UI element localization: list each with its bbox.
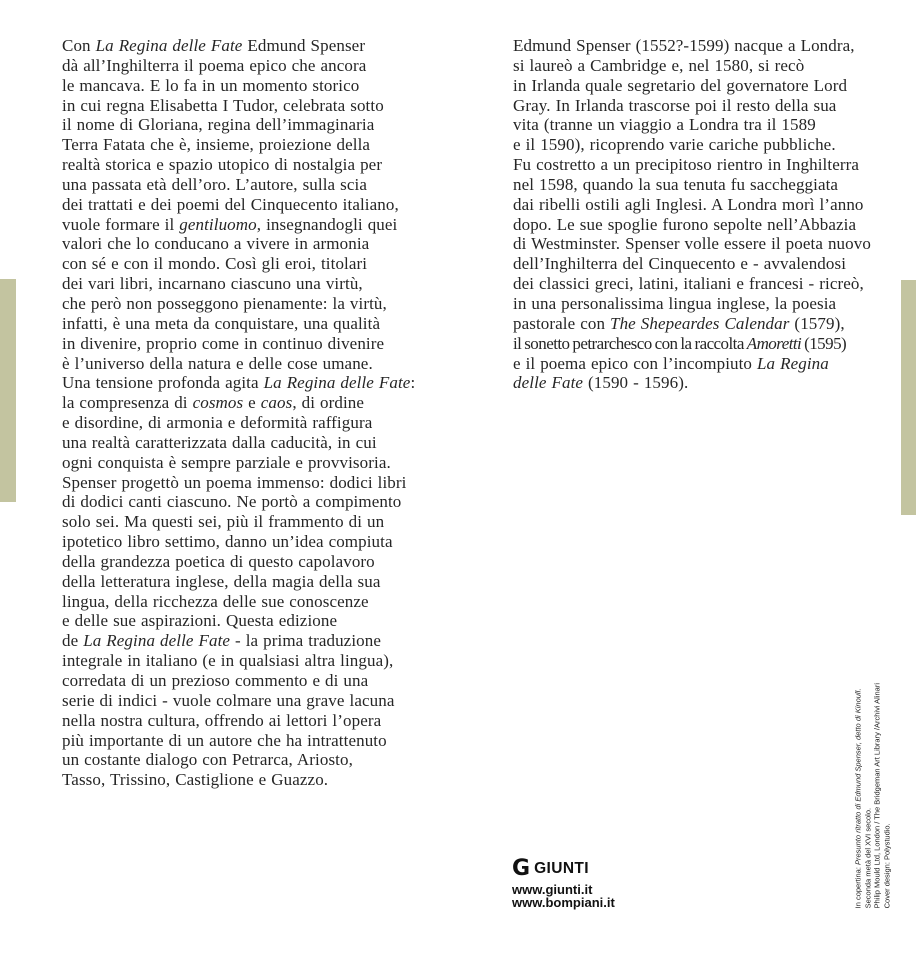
text-line: dopo. Le sue spoglie furono sepolte nell’Abbazia [513,214,857,234]
text-line: il nome di Gloriana, regina dell’immaginaria [62,115,375,135]
text-line: in Irlanda quale segretario del governatore Lord [513,75,848,95]
left-accent-bar [0,279,16,502]
text-line: serie di indici - vuole colmare una grave lacuna [62,690,395,710]
text-line: Gray. In Irlanda trascorse poi il resto della sua [513,95,837,115]
text-line: de La Regina delle Fate - la prima traduzione [62,631,381,651]
text-line: la compresenza di cosmos e caos, di ordine [62,393,365,413]
text-line: solo sei. Ma questi sei, più il frammento di un [62,512,385,532]
text-line: più importante di un autore che ha intrattenuto [62,730,387,750]
text-line: Edmund Spenser (1552?-1599) nacque a Londra, [513,36,855,55]
text-line: con sé e con il mondo. Così gli eroi, titolari [62,254,368,274]
text-line: si laureò a Cambridge e, nel 1580, si recò [513,55,805,75]
text-line: vuole formare il gentiluomo, insegnandogli quei [62,214,398,234]
text-line: Spenser progettò un poema immenso: dodici libri [62,472,407,492]
text-line: nella nostra cultura, offrendo ai lettori l’opera [62,710,382,730]
text-line: dei trattati e dei poemi del Cinquecento italiano, [62,194,399,214]
text-line: e il 1590), ricoprendo varie cariche pubbliche. [513,135,836,155]
text-line: Cover design: Polystudio. [882,823,892,909]
text-line: di Westminster. Spenser volle essere il poeta nuovo [513,234,871,254]
text-line: in una personalissima lingua inglese, la poesia [513,293,837,313]
text-line: dà all’Inghilterra il poema epico che ancora [62,55,367,75]
text-line: in divenire, proprio come in continuo divenire [62,333,385,353]
text-line: e il poema epico con l’incompiuto La Regina [513,353,829,373]
publisher-websites [512,884,615,909]
text-line: infatti, è una meta da conquistare, una qualità [62,313,381,333]
text-line: Tasso, Trissino, Castiglione e Guazzo. [62,770,329,790]
text-line: in cui regna Elisabetta I Tudor, celebrata sotto [62,95,384,115]
text-line: che però non posseggono pienamente: la virtù, [62,293,387,313]
text-line: dai ribelli ostili agli Inglesi. A Londra morì l’anno [513,194,864,214]
website-giunti: www.giunti.it [512,882,593,897]
text-line: una realtà caratterizzata dalla caducità, in cui [62,432,377,452]
publisher-logo [512,858,615,880]
text-line: lingua, della ricchezza delle sue conoscenze [62,591,369,611]
website-bompiani: www.bompiani.it [512,894,615,910]
text-line: corredata di un prezioso commento e di una [62,671,369,690]
text-line: le mancava. E lo fa in un momento storico [62,75,360,95]
text-line: il sonetto petrarchesco con la raccolta Amoretti (1595) [513,333,847,353]
text-line: Con La Regina delle Fate Edmund Spenser [62,36,366,55]
text-line: una passata età dell’oro. L’autore, sulla scia [62,174,367,194]
text-line: ogni conquista è sempre parziale e provvisoria. [62,452,391,472]
text-line: dei vari libri, incarnano ciascuno una virtù, [62,274,363,294]
text-line: dell’Inghilterra del Cinquecento e - avvalendosi [513,254,847,274]
cover-credits-vertical-text [854,683,892,908]
text-line: nel 1598, quando la sua tenuta fu saccheggiata [513,174,839,194]
text-line: Fu costretto a un precipitoso rientro in Inghilterra [513,155,860,175]
giunti-logo-icon: G [512,856,531,881]
publisher-block [512,858,615,909]
right-accent-bar [901,280,916,515]
text-line: ipotetico libro settimo, danno un’idea compiuta [62,532,393,552]
text-line: Terra Fatata che è, insieme, proiezione della [62,135,371,155]
text-line: è l’universo della natura e delle cose umane. [62,353,373,373]
text-line: e disordine, di armonia e deformità raffigura [62,413,373,433]
text-line: della grandezza poetica di questo capolavoro [62,551,375,571]
text-line: Philip Mould Ltd, London / The Bridgeman Art Library /Archivi Alinari [872,682,882,909]
text-line: dei classici greci, latini, italiani e francesi - ricreò, [513,274,864,294]
text-line: In copertina: Presunto ritratto di Edmund Spenser, detto di Kinoull. [853,688,863,909]
right-text-column [513,36,871,393]
text-line: realtà storica e spazio utopico di nostalgia per [62,155,383,175]
text-line: di dodici canti ciascuno. Ne portò a compimento [62,492,402,512]
left-text-column [62,36,415,790]
text-line: della letteratura inglese, della magia della sua [62,571,381,591]
text-line: e delle sue aspirazioni. Questa edizione [62,611,338,631]
text-line: delle Fate (1590 - 1596). [513,373,689,393]
publisher-wordmark: GIUNTI [534,860,589,877]
text-line: valori che lo conducano a vivere in armonia [62,234,370,254]
text-line: Seconda metà del XVI secolo. [863,807,873,909]
text-line: vita (tranne un viaggio a Londra tra il 1589 [513,115,816,135]
text-line: integrale in italiano (e in qualsiasi altra lingua), [62,651,394,671]
text-line: un costante dialogo con Petrarca, Ariosto, [62,750,353,770]
text-line: pastorale con The Shepeardes Calendar (1579), [513,313,845,333]
text-line: Una tensione profonda agita La Regina delle Fate: [62,373,416,393]
